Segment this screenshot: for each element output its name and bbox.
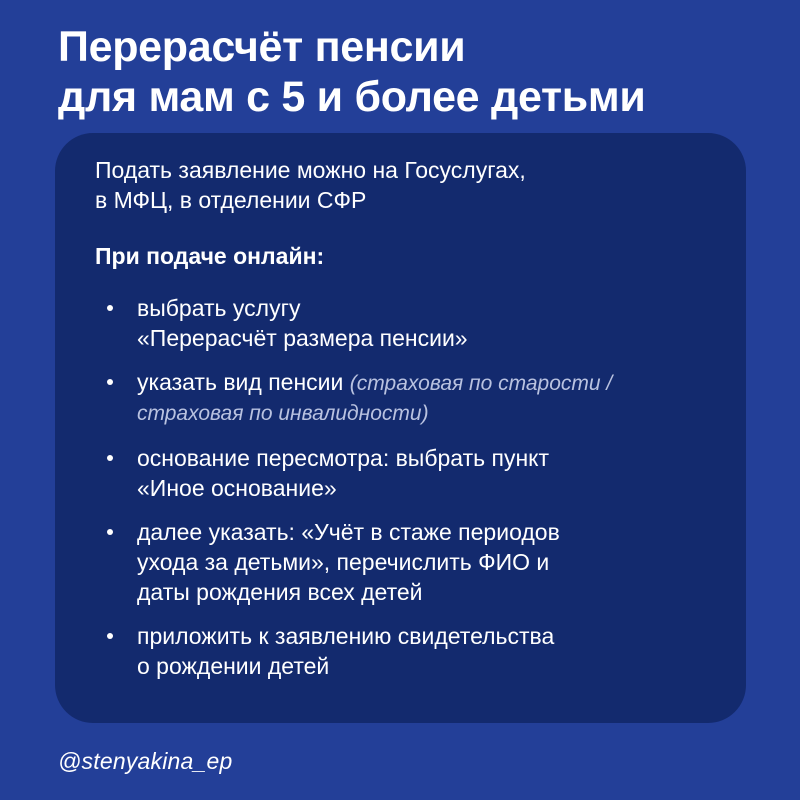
steps-list — [107, 293, 727, 695]
step-1-line-1: выбрать услугу — [137, 295, 301, 321]
list-item — [107, 367, 727, 429]
author-handle: @stenyakina_ep — [58, 748, 233, 774]
intro-line-1: Подать заявление можно на Госуслугах, — [95, 157, 526, 183]
page-title-line-1: Перерасчёт пенсии — [58, 23, 466, 71]
step-5-line-2: о рождении детей — [137, 653, 330, 679]
step-4-line-1: далее указать: «Учёт в стаже периодов — [137, 519, 560, 545]
bullet-icon — [107, 529, 113, 535]
online-subheading: При подаче онлайн: — [95, 243, 325, 269]
bullet-icon — [107, 379, 113, 385]
intro-line-2: в МФЦ, в отделении СФР — [95, 187, 367, 213]
page-title-line-2: для мам с 5 и более детьми — [58, 73, 646, 121]
list-item — [107, 293, 727, 353]
bullet-icon — [107, 633, 113, 639]
step-2-note-2: страховая по инвалидности) — [137, 402, 429, 425]
step-1-line-2: «Перерасчёт размера пенсии» — [137, 325, 468, 351]
step-4-line-3: даты рождения всех детей — [137, 579, 423, 605]
step-2-note-1: (страховая по старости / — [349, 372, 613, 395]
intro-text — [95, 155, 715, 215]
info-card — [55, 133, 746, 723]
step-2-main-text: указать вид пенсии — [137, 369, 344, 395]
list-item — [107, 443, 727, 503]
step-2-line-1 — [137, 367, 727, 399]
bullet-icon — [107, 305, 113, 311]
list-item — [107, 621, 727, 681]
step-4-line-2: ухода за детьми», перечислить ФИО и — [137, 549, 550, 575]
page-title — [58, 22, 778, 122]
step-3-line-1: основание пересмотра: выбрать пункт — [137, 445, 550, 471]
step-3-line-2: «Иное основание» — [137, 475, 337, 501]
step-5-line-1: приложить к заявлению свидетельства — [137, 623, 555, 649]
bullet-icon — [107, 455, 113, 461]
list-item — [107, 517, 727, 607]
